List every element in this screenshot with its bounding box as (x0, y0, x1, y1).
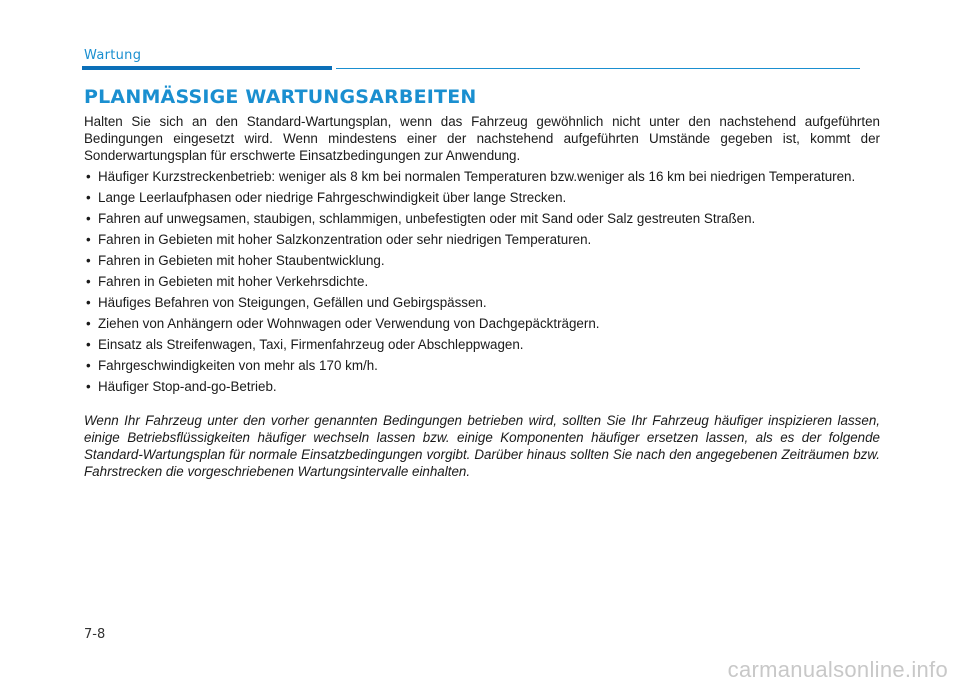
watermark: carmanualsonline.info (727, 657, 948, 682)
list-item: • Fahren in Gebieten mit hoher Verkehrsdichte. (84, 273, 880, 290)
list-item: • Fahren auf unwegsamen, staubigen, schlammigen, unbefestigten oder mit Sand oder Salz gestreuten Straßen. (84, 210, 880, 227)
list-item: • Fahren in Gebieten mit hoher Staubentwicklung. (84, 252, 880, 269)
note-paragraph: Wenn Ihr Fahrzeug unter den vorher genannten Bedingungen betrieben wird, sollten Sie Ihr Fahrzeug häufiger inspizieren lassen, einige Betriebsflüssigkeiten häufiger wechseln lassen bzw. einige Komponenten häufiger ersetzen lassen, als es der folgende Standard-Wartungsplan für normale Einsatzbedingungen vorgibt. Darüber hinaus sollten Sie nach den angegebenen Zeiträumen bzw. Fahrstrecken die vorgeschriebenen Wartungsintervalle einhalten. (84, 413, 880, 479)
list-item: • Häufiger Stop-and-go-Betrieb. (84, 378, 880, 395)
intro-paragraph: Halten Sie sich an den Standard-Wartungsplan, wenn das Fahrzeug gewöhnlich nicht unter den nachstehend aufgeführten Bedingungen eingesetzt wird. Wenn mindestens einer der nachstehend aufgeführten Umstände gegeben ist, kommt der Sonderwartungsplan für erschwerte Einsatzbedingungen zur Anwendung. (84, 114, 880, 163)
list-item: • Häufiger Kurzstreckenbetrieb: weniger als 8 km bei normalen Temperaturen bzw.weniger als 16 km bei niedrigen Temperaturen. (84, 168, 880, 185)
list-item: • Fahrgeschwindigkeiten von mehr als 170 km/h. (84, 357, 880, 374)
page-number: 7-8 (84, 627, 106, 642)
conditions-list (84, 168, 880, 395)
list-item: • Fahren in Gebieten mit hoher Salzkonzentration oder sehr niedrigen Temperaturen. (84, 231, 880, 248)
header-rule-thick (82, 66, 332, 70)
page-title: PLANMÄSSIGE WARTUNGSARBEITEN (84, 86, 477, 108)
header-rule-thin (336, 68, 860, 69)
list-item: • Ziehen von Anhängern oder Wohnwagen oder Verwendung von Dachgepäckträgern. (84, 315, 880, 332)
section-label: Wartung (84, 48, 142, 63)
list-item: • Lange Leerlaufphasen oder niedrige Fahrgeschwindigkeit über lange Strecken. (84, 189, 880, 206)
content-body (84, 113, 880, 480)
list-item: • Einsatz als Streifenwagen, Taxi, Firmenfahrzeug oder Abschleppwagen. (84, 336, 880, 353)
list-item: • Häufiges Befahren von Steigungen, Gefällen und Gebirgspässen. (84, 294, 880, 311)
